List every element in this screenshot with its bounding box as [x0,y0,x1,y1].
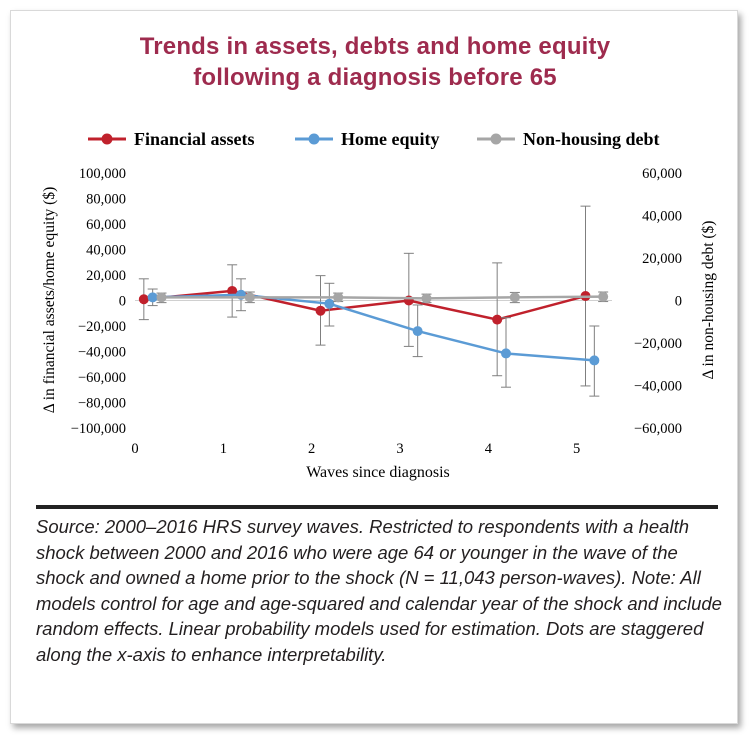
data-point [324,299,334,309]
x-tick-label: 1 [219,441,227,457]
y-tick-label: 60,000 [86,217,126,233]
y-tick-label: 40,000 [86,242,126,259]
legend-label: Home equity [341,129,440,149]
y2-tick-label: 60,000 [642,166,682,182]
x-axis-title: Waves since diagnosis [306,464,450,481]
data-point [598,292,608,302]
data-point [139,294,149,304]
x-tick-label: 2 [308,441,316,457]
series-non-housing-debt [157,292,609,304]
legend-swatch-marker [102,134,113,145]
y2-axis-title: Δ in non-housing debt ($) [700,220,717,380]
y2-tick-label: 40,000 [642,208,682,225]
legend-swatch-marker [491,134,502,145]
data-point [333,292,343,302]
legend-label: Non-housing debt [523,129,660,149]
data-point [413,326,423,336]
y-tick-label: −20,000 [77,319,126,335]
y-tick-label: −40,000 [77,344,126,361]
data-point [245,292,255,302]
chart-title-line2: following a diagnosis before 65 [193,64,557,91]
legend-item [295,129,440,149]
data-point [492,315,502,325]
data-point [157,292,167,302]
y2-tick-label: −40,000 [633,378,682,395]
y2-tick-label: 20,000 [642,251,682,267]
series-line [162,297,604,299]
legend-swatch-marker [309,134,320,145]
data-point [501,348,511,358]
y-tick-label: 20,000 [86,268,126,284]
legend-item [477,129,660,149]
divider-rule [36,505,718,509]
y-tick-label: −60,000 [77,370,126,386]
source-note: Source: 2000–2016 HRS survey waves. Restricted to respondents with a health shock between 2000 and 2016 who were age 64 or younger in the wave of the shock and owned a home prior to the shock (N = 11,043 person-waves). Note: All models control for age and age-squared and calendar year of the shock and include random effects. Linear probability models used for estimation. Dots are staggered along the x-axis to enhance interpretability. [36,516,722,665]
data-point [589,355,599,365]
y-tick-label: 100,000 [78,166,126,182]
y-tick-label: −80,000 [77,395,126,412]
data-point [316,306,326,316]
legend-item [88,129,255,149]
data-point [510,292,520,302]
y2-tick-label: −20,000 [633,336,682,352]
x-tick-label: 3 [396,441,404,457]
x-tick-label: 0 [131,441,139,457]
y-axis-title: Δ in financial assets/home equity ($) [41,186,58,414]
y-tick-label: 0 [118,293,126,310]
legend [88,129,660,149]
y-tick-label: −100,000 [70,421,126,437]
legend-label: Financial assets [134,129,255,149]
series-layer [139,206,608,396]
chart-title-line1: Trends in assets, debts and home equity [139,33,611,60]
data-point [422,293,432,303]
y2-tick-label: −60,000 [633,421,682,437]
axes [41,166,717,481]
y2-tick-label: 0 [674,293,682,310]
y-tick-label: 80,000 [86,191,126,208]
x-tick-label: 4 [484,441,492,457]
x-tick-label: 5 [573,441,581,457]
data-point [148,292,158,302]
